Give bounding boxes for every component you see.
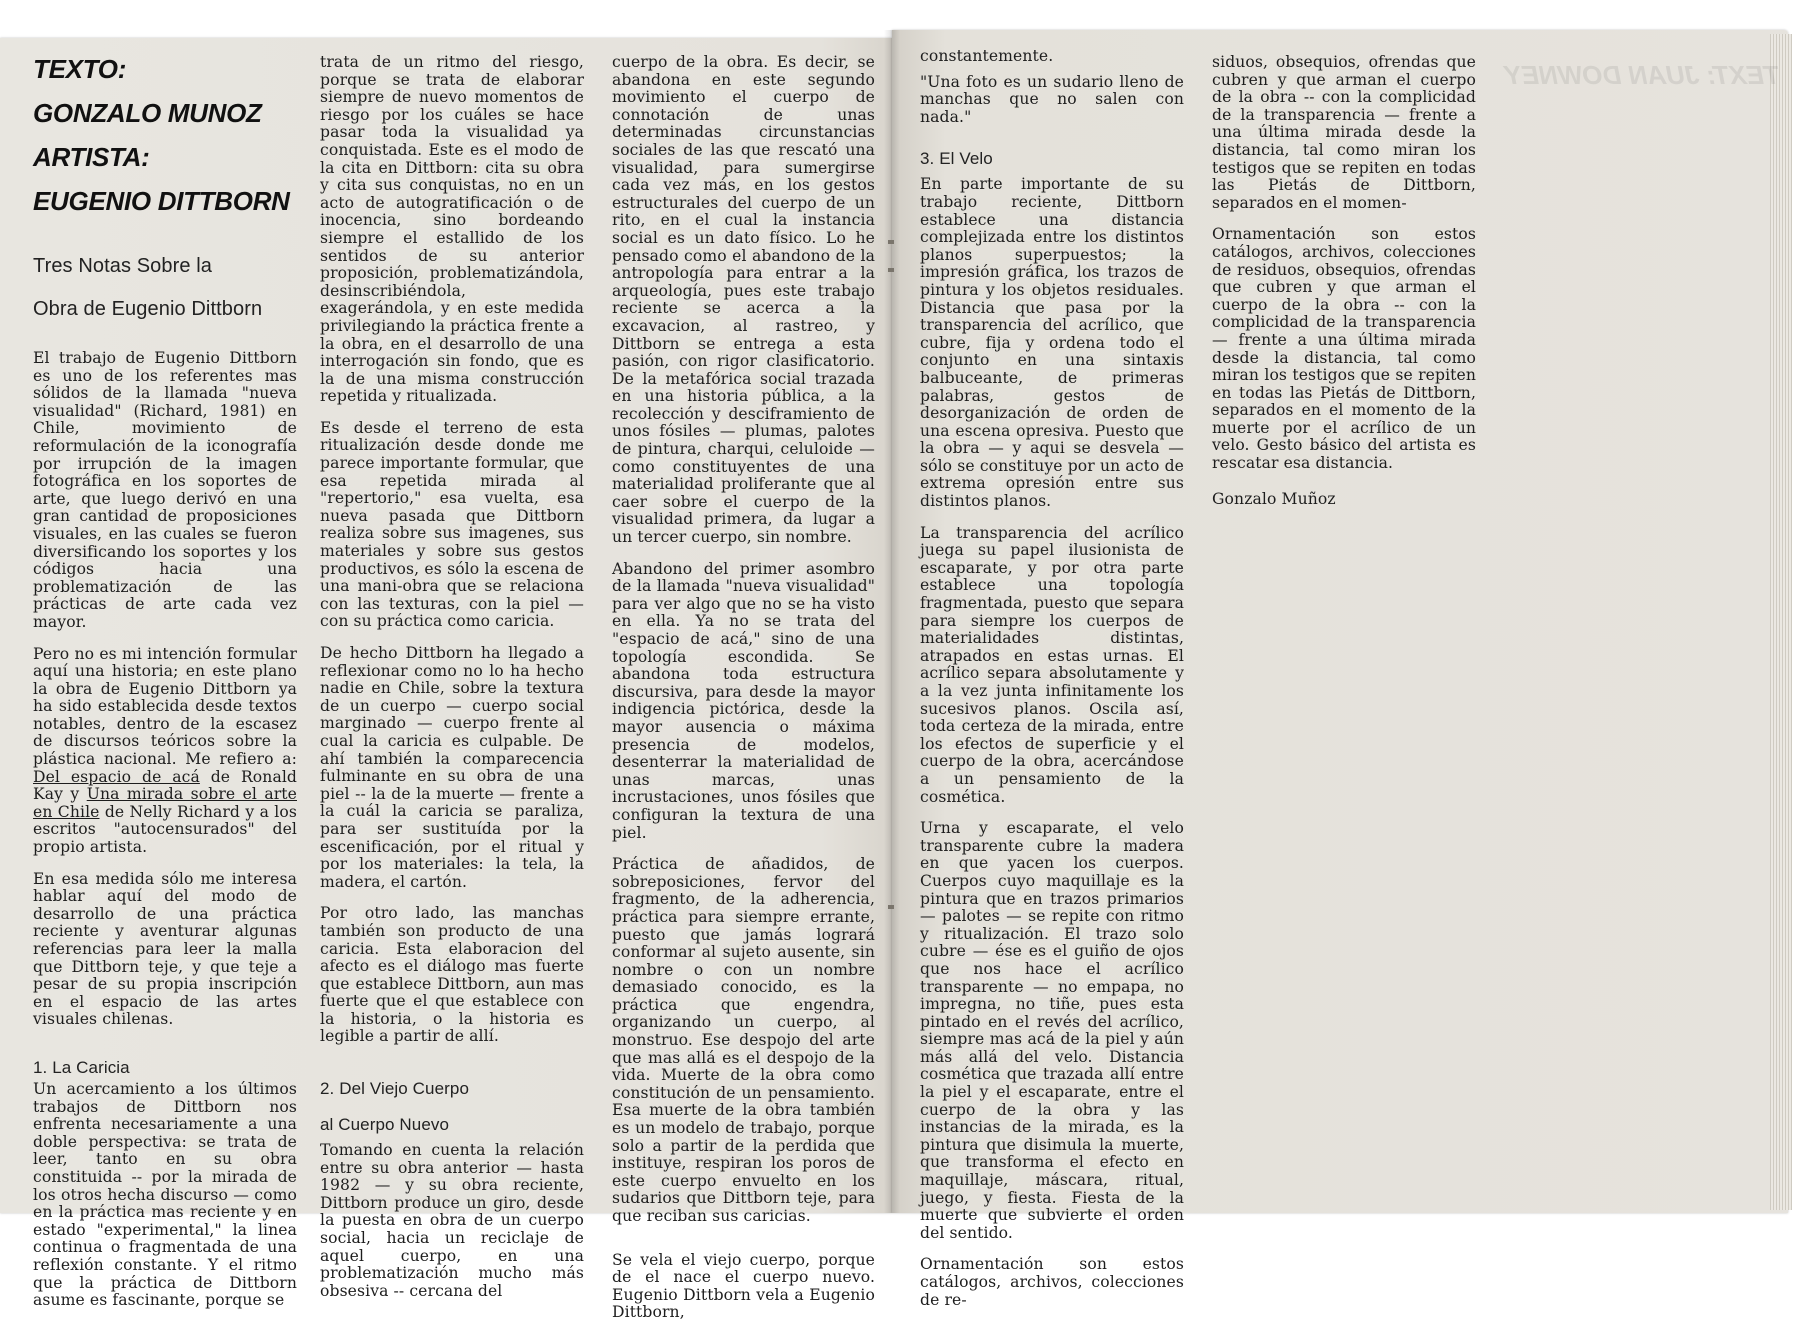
paragraph: En parte importante de su trabajo reciente, Dittborn establece una distancia complejizada entre los distintos planos superpuestos; la impresión gráfica, los trazos de pintura y los objetos residuales. Distancia que pasa por la transparencia del acrílico, que cubre, fija y ordena todo el conjunto en una sintaxis balbuceante, de primeras palabras, gestos de desorganización de orden de una escena opresiva. Puesto que la obra — y aqui se desvela — sólo se constituye por un acto de extrema opresión entre sus distintos planos.	[920, 175, 1184, 511]
spine-gutter	[884, 30, 900, 1213]
author-signature: Gonzalo Muñoz	[1212, 489, 1336, 508]
paragraph: Por otro lado, las manchas también son producto de una caricia. Esta elaboracion del afecto es el diálogo mas fuerte que establece Dittborn, aun mas fuerte que el que establece con la historia, o la historia es legible a partir de allí.	[320, 904, 584, 1046]
staple-bottom	[888, 905, 894, 909]
article-title-line1: Tres Notas Sobre la	[33, 255, 213, 277]
paragraph: constantemente.	[920, 47, 1054, 65]
paragraph: En esa medida sólo me interesa hablar aquí del modo de desarrollo de una práctica reciente y aventurar algunas referencias para leer la malla que Dittborn teje, y que teje a pesar de su propia inscripción en el espacio de las artes visuales chilenas.	[33, 869, 297, 1029]
paragraph: Pero no es mi intención formular aquí una historia; en este plano la obra de Eugenio Dittborn ya ha sido establecida desde textos notables, dentro de la escasez de discursos teóricos sobre la plástica nacional. Me refiero a: Del espacio de acá de Ronald Kay y Una mirada sobre el arte en Chile de Nelly Richard y a los escritos "autocensurados" del propio artista.	[33, 644, 298, 857]
paragraph: La transparencia del acrílico juega su papel ilusionista de escaparate, y por otra parte establece una topología fragmentada, puesto que separa para siempre los cuerpos de materialidades distintas, atrapados en estas urnas. El acrílico separa absolutamente y a la vez junta infinitamente los sucesivos planos. Oscila así, toda certeza de la mirada, entre los efectos de superficie y el cuerpo de la obra, acercándose a un pensamiento de la cosmética.	[920, 523, 1184, 806]
section-heading: 1. La Caricia	[33, 1057, 130, 1077]
paragraph: Ornamentación son estos catálogos, archivos, colecciones de re-	[920, 1255, 1184, 1309]
section-heading: 3. El Velo	[920, 149, 993, 169]
paragraph: trata de un ritmo del riesgo, porque se trata de elaborar siempre de nuevo momentos de riesgo por los cuáles se hace pasar toda la visualidad ya conquistada. Este es el modo de la cita en Dittborn: cita su obra y cita sus conquistas, no en un acto de autogratificación o de inocencia, sino bordeando siempre el estallido de los sentidos de su anterior proposición, problematizándola, desinscribiéndola, exagerándola, y en este medida privilegiando la práctica frente a la obra, en el desarrollo de una interrogación sin fondo, que es la de una misma construcción repetida y ritualizada.	[320, 53, 584, 406]
paragraph: siduos, obsequios, ofrendas que cubren y que arman el cuerpo de la obra -- con la complicidad de la transparencia — frente a una última mirada desde la distancia, tal como miran los testigos que se repiten en todas las Pietás de Dittborn, separados en el momen-	[1212, 53, 1476, 212]
paragraph: Se vela el viejo cuerpo, porque de el nace el cuerpo nuevo. Eugenio Dittborn vela a Eugenio Dittborn,	[612, 1250, 875, 1322]
column-5	[1212, 54, 1476, 522]
article-title-line2: Obra de Eugenio Dittborn	[33, 298, 263, 320]
heading-author: GONZALO MUNOZ	[33, 98, 262, 128]
column-4	[920, 48, 1184, 1309]
column-1	[33, 54, 297, 1310]
paragraph: Abandono del primer asombro de la llamada "nueva visualidad" para ver algo que no se ha visto en ella. Ya no se trata del "espacio de acá," sino de una topología escondida. Se abandona toda estructura discursiva, para desde la mayor indigencia pictórica, desde la mayor ausencia o máxima presencia de modelos, desenterrar la materialidad de unas marcas, unas incrustaciones, unos fósiles que configuran la textura de una piel.	[612, 559, 875, 842]
heading-texto-label: TEXTO:	[33, 54, 127, 84]
show-through-text: TEXT: JUAN DOWNEY	[1504, 60, 1780, 90]
paragraph: Un acercamiento a los últimos trabajos de Dittborn nos enfrenta necesariamente a una doble perspectiva: se trata de leer, tanto en su obra constituida -- por la mirada de los otros hecha discurso — como en la práctica mas reciente y en estado "experimental," la linea continua o fragmentada de una reflexión constante. Y el ritmo que la práctica de Dittborn asume es fascinante, porque se	[33, 1079, 297, 1310]
column-3	[612, 54, 875, 1322]
staple-top	[888, 240, 894, 244]
paragraph: Es desde el terreno de esta ritualización desde donde me parece importante formular, que esa repetida mirada al "repertorio," esa vuelta, esa nueva pasada que Dittborn realiza sobre sus imagenes, sus materiales y sobre sus gestos productivos, es sólo la escena de una mani-obra que se relaciona con las texturas, con la piel — con su práctica como caricia.	[320, 418, 584, 631]
paragraph: Tomando en cuenta la relación entre su obra anterior — hasta 1982 — y su obra reciente, Dittborn produce un giro, desde la puesta en obra de un cuerpo social, hacia un reciclaje de aquel cuerpo, en una problematización mucho más obsesiva -- cercana del	[320, 1141, 584, 1300]
page-edges	[1770, 34, 1792, 1210]
paragraph: De hecho Dittborn ha llegado a reflexionar como no lo ha hecho nadie en Chile, sobre la textura de un cuerpo — cuerpo social marginado — cuerpo frente al cual la caricia es culpable. De ahí también la comparecencia fulminante en su obra de una piel -- la de la muerte — frente a la cuál la caricia se paraliza, para ser sustituída por la escenificación, por el ritual y por los materiales: la tela, la madera, el cartón.	[320, 644, 584, 891]
paragraph: cuerpo de la obra. Es decir, se abandona en este segundo movimiento el cuerpo de connotación de unas determinadas circunstancias sociales de las que rescató una visualidad, para sumergirse cada vez más, en los gestos estructurales del cuerpo de un rito, en el cual la instancia social es un dato físico. Lo he pensado como el abandono de la antropología para entrar a la arqueología, pues este trabajo reciente se acerca a la excavacion, al rastreo, y Dittborn se entrega a esta pasión, con rigor clasificatorio. De la metafórica social trazada en una historia pública, a la recolección y desciframiento de unos fósiles — plumas, palotes de pintura, charqui, celuloide — como constituyentes de una materialidad proliferante que al caer sobre el cuerpo de la visualidad primera, da lugar a un tercer cuerpo, sin nombre.	[612, 53, 875, 547]
paragraph: Ornamentación son estos catálogos, archivos, colecciones de residuos, obsequios, ofrendas que cubren y que arman el cuerpo de la obra -- con la complicidad de la transparencia — frente a una última mirada desde la distancia, tal como miran los testigos que se repiten en todas las Pietás de Dittborn, separados en el momento de la muerte por el acrílico de un velo. Gesto básico del artista es rescatar esa distancia.	[1212, 225, 1476, 473]
book-title: Del espacio de acá	[33, 767, 200, 786]
quote: "Una foto es un sudario lleno de manchas que no salen con nada."	[920, 72, 1184, 126]
paragraph: Práctica de añadidos, de sobreposiciones, fervor del fragmento, de la adherencia, práctica para siempre errante, puesto que jamás logrará conformar al sujeto ausente, sin nombre o con un nombre demasiado conocido, es la práctica que engendra, organizando un cuerpo, al monstruo. Ese despojo del arte que mas allá es el despojo de la vida. Muerte de la obra como constitución de un pensamiento. Esa muerte de la obra también es un modelo de trabajo, porque solo a partir de la perdida que instituye, respiran los poros de este cuerpo envuelto en los sudarios que Dittborn teje, para que reciban sus caricias.	[612, 855, 875, 1225]
heading-artista-label: ARTISTA:	[33, 142, 150, 172]
column-2	[320, 54, 584, 1300]
heading-artist: EUGENIO DITTBORN	[33, 186, 290, 216]
section-heading: al Cuerpo Nuevo	[320, 1115, 450, 1135]
section-heading: 2. Del Viejo Cuerpo	[320, 1079, 470, 1099]
paragraph: El trabajo de Eugenio Dittborn es uno de los referentes mas sólidos de la llamada "nueva visualidad" (Richard, 1981) en Chile, movimiento de reformulación de la iconografía por irrupción de la imagen fotográfica en los soportes de arte, que luego derivó en una gran cantidad de proposiciones visuales, en las cuales se fueron diversificando los soportes y los códigos hacia una problematización de las prácticas de arte cada vez mayor.	[33, 349, 297, 631]
paragraph: Urna y escaparate, el velo transparente cubre la madera en que yacen los cuerpos. Cuerpos cuyo maquillaje es la pintura que en trazos primarios — palotes — se repite con ritmo y ritualización. El trazo solo cubre — ése es el guiño de ojos que nos hace el acrílico transparente — no empapa, no impregna, no tiñe, pues esta pintado en el revés del acrílico, siempre mas acá de la piel y aún más allá del velo. Distancia cosmética que trazada allí entre la piel y el escaparate, entre el cuerpo de la obra y las instancias de la mirada, es la pintura que disimula la muerte, que transforma el efecto en maquillaje, máscara, ritual, juego, y fiesta. Fiesta de la muerte que subvierte el orden del sentido.	[920, 819, 1184, 1242]
book-title: Una mirada sobre el arte en Chile	[33, 785, 297, 821]
staple-mid	[888, 268, 894, 272]
